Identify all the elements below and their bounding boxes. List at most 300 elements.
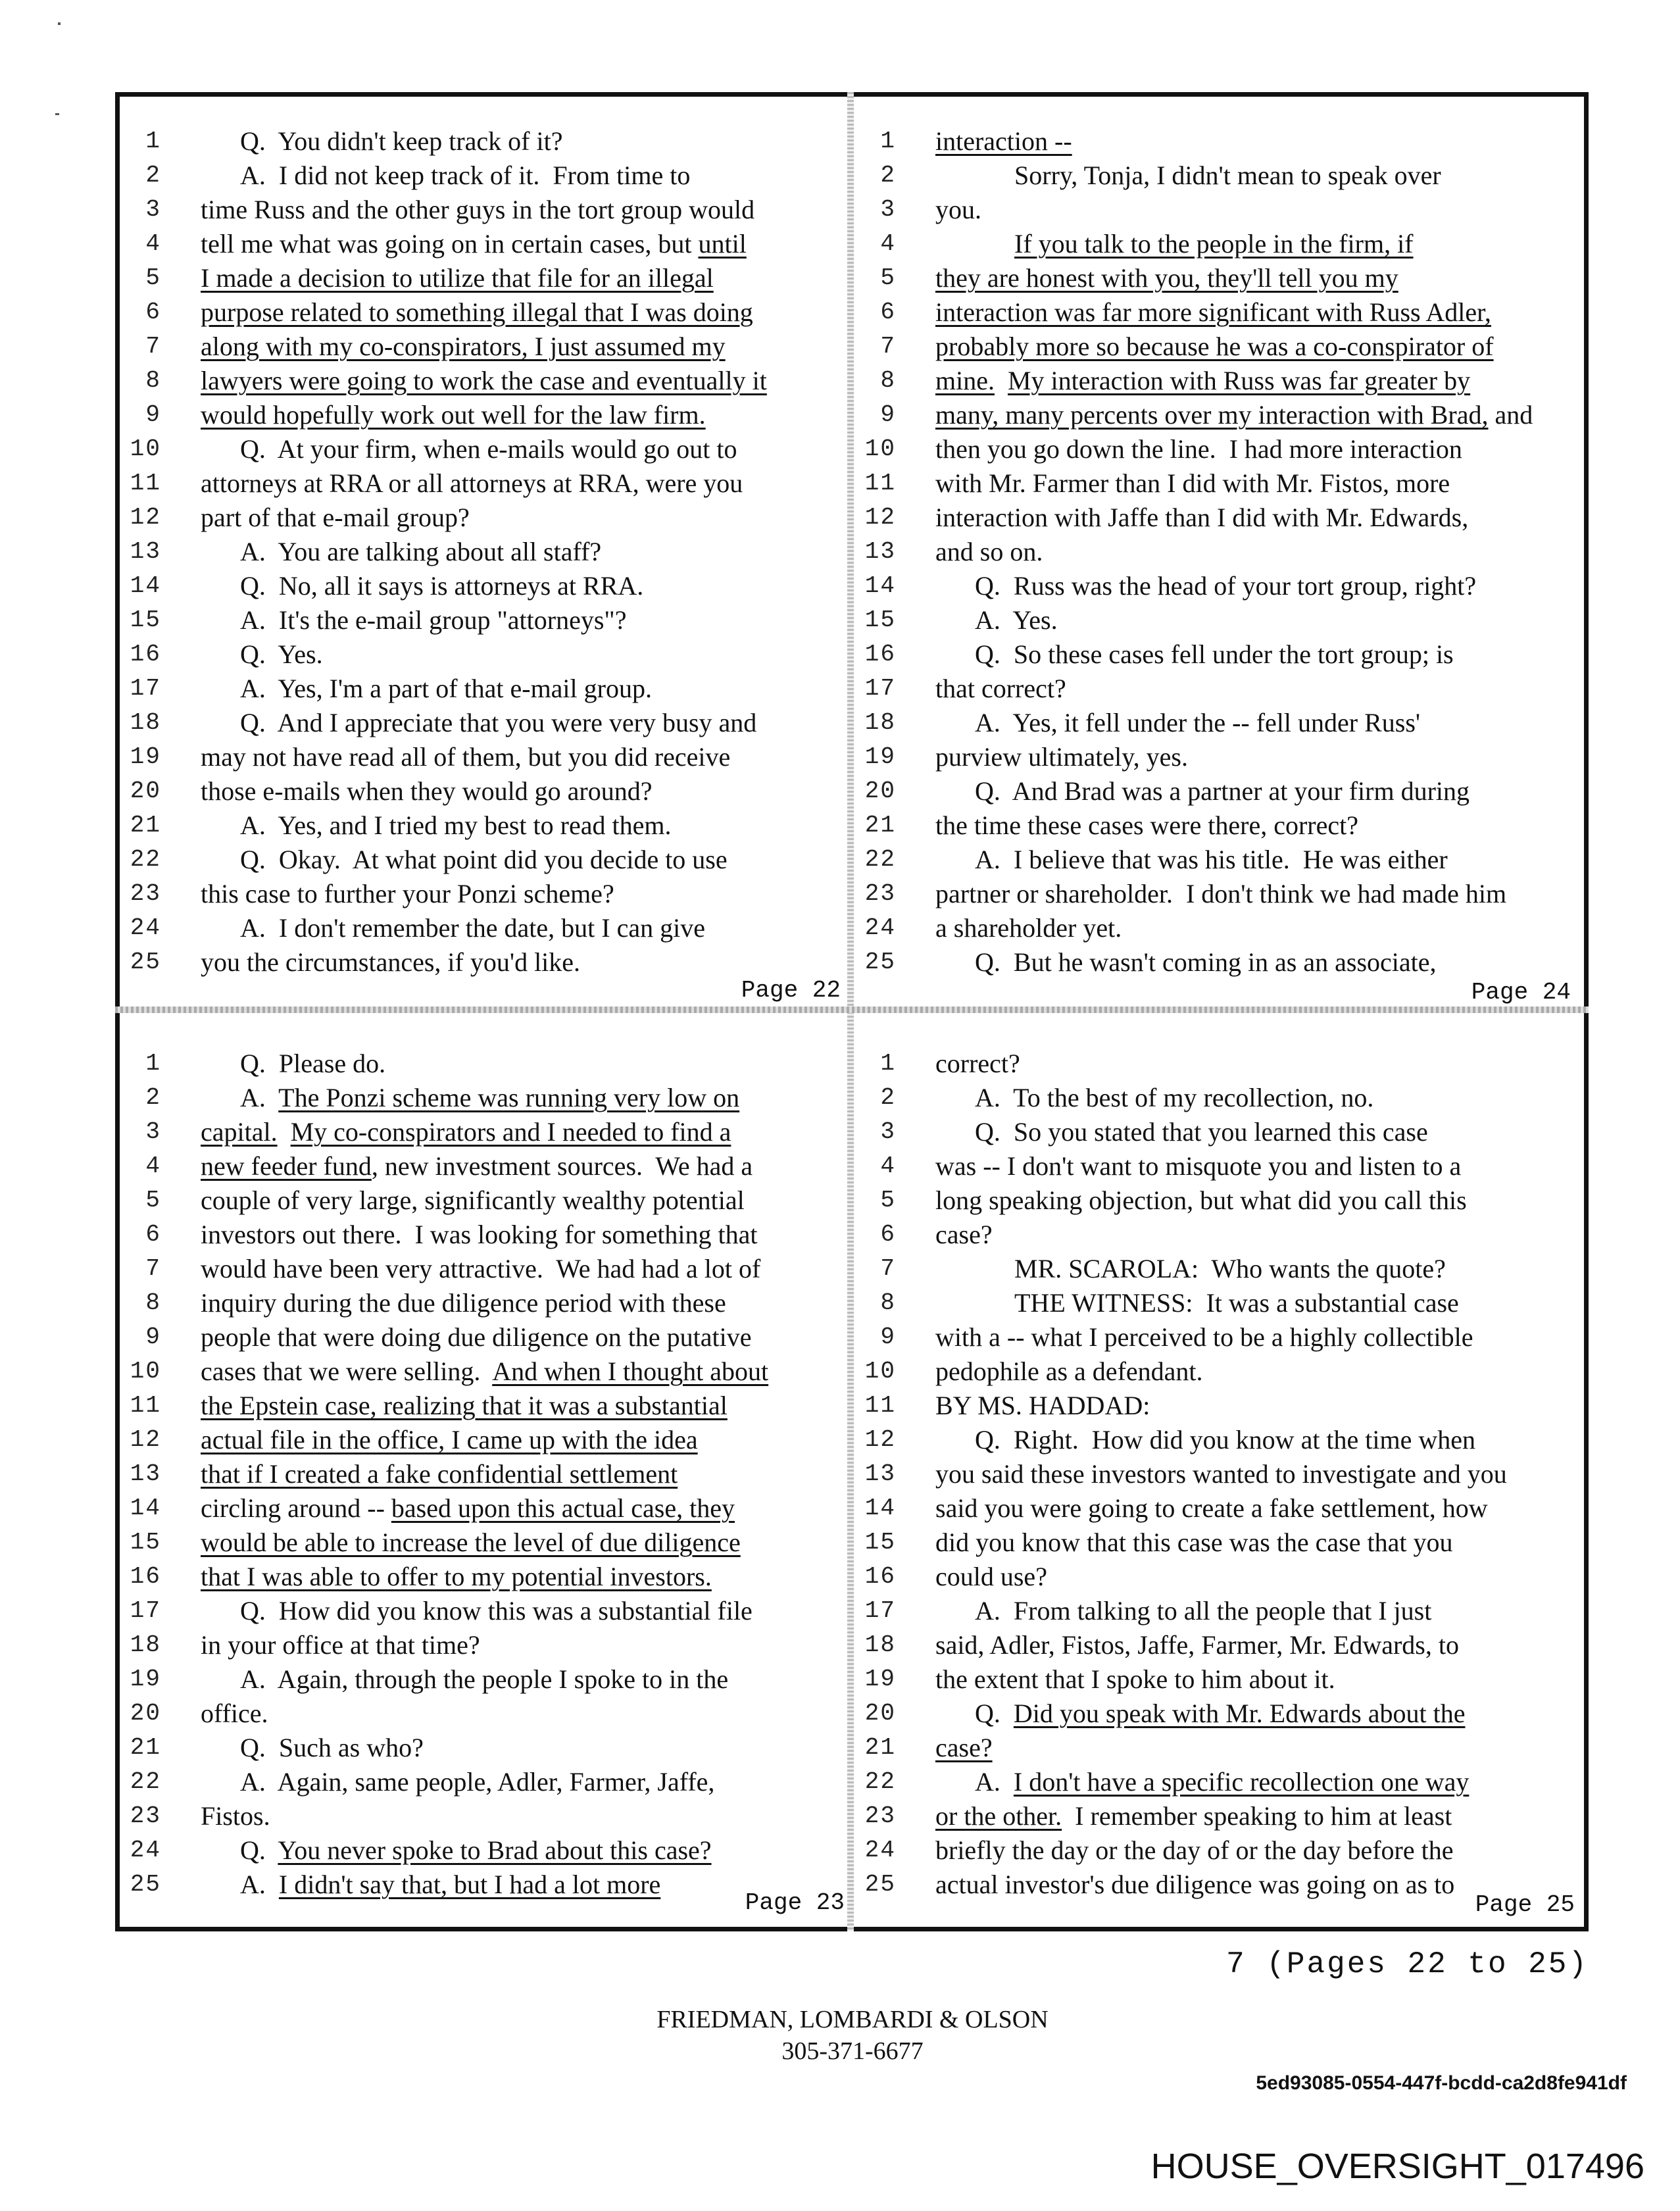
line-text (935, 1560, 1047, 1594)
line-number: 9 (145, 401, 161, 428)
line-number: 14 (864, 572, 896, 599)
line-number: 7 (880, 1255, 896, 1282)
text-segment: A. I believe that was his title. He was either (975, 845, 1448, 874)
text-segment: said, Adler, Fistos, Jaffe, Farmer, Mr. Edwards, to (935, 1630, 1459, 1660)
underlined-text: or the other. (935, 1801, 1062, 1831)
text-segment: Q. So you stated that you learned this case (975, 1117, 1428, 1147)
line-text (935, 535, 1043, 569)
text-segment: A. Yes, I'm a part of that e-mail group. (240, 674, 652, 703)
line-text (201, 877, 614, 911)
line-number: 7 (145, 1255, 161, 1282)
line-number: 20 (130, 1700, 161, 1727)
line-number: 15 (864, 1529, 896, 1556)
line-number: 17 (864, 1597, 896, 1624)
line-number: 22 (130, 846, 161, 873)
text-segment: interaction with Jaffe than I did with Mr. Edwards, (935, 503, 1469, 532)
text-segment: that correct? (935, 674, 1066, 703)
line-text (240, 432, 737, 466)
underlined-text: Did you speak with Mr. Edwards about the (1013, 1699, 1466, 1728)
underlined-text: My interaction with Russ was far greater by (1007, 366, 1471, 395)
line-text (935, 1389, 1150, 1423)
underlined-text: until (698, 229, 747, 259)
line-number: 19 (864, 1666, 896, 1693)
line-number: 20 (864, 778, 896, 805)
underlined-text: If you talk to the people in the firm, if (1014, 229, 1414, 259)
line-text (240, 1731, 424, 1765)
line-number: 16 (864, 1563, 896, 1590)
text-segment: cases that we were selling. (201, 1356, 493, 1386)
text-segment: couple of very large, significantly wealthy potential (201, 1185, 745, 1215)
text-segment: investors out there. I was looking for something that (201, 1220, 758, 1249)
line-number: 23 (130, 880, 161, 907)
line-text (201, 466, 743, 501)
line-text (240, 1047, 385, 1081)
text-segment: A. Yes, it fell under the -- fell under Russ' (975, 708, 1421, 737)
text-segment: briefly the day or the day of or the day before the (935, 1835, 1454, 1865)
line-text (240, 1081, 739, 1115)
line-number: 19 (130, 743, 161, 770)
line-number: 16 (864, 641, 896, 668)
line-text (975, 774, 1470, 808)
underlined-text: I didn't say that, but I had a lot more (278, 1870, 661, 1899)
line-text (201, 1628, 480, 1662)
text-segment: case? (935, 1220, 993, 1249)
line-text (201, 330, 726, 364)
line-text (201, 1423, 698, 1457)
text-segment: circling around -- (201, 1493, 391, 1523)
line-number: 23 (130, 1802, 161, 1829)
text-segment: did you know that this case was the case that you (935, 1528, 1453, 1557)
line-text (1014, 159, 1441, 193)
line-text (201, 1697, 268, 1731)
line-text (240, 124, 562, 159)
line-text (935, 364, 1470, 398)
text-segment: A. (240, 1870, 279, 1899)
line-number: 18 (864, 709, 896, 736)
line-number: 3 (145, 196, 161, 223)
underlined-text: capital. (201, 1117, 278, 1147)
text-segment: said you were going to create a fake settlement, how (935, 1493, 1488, 1523)
line-number: 6 (880, 299, 896, 326)
line-text (975, 1697, 1465, 1731)
page-label: Page 23 (745, 1889, 845, 1916)
text-segment: Q. Okay. At what point did you decide to use (240, 845, 728, 874)
line-text (201, 774, 653, 808)
line-number: 1 (880, 128, 896, 155)
line-number: 12 (864, 504, 896, 531)
line-text (240, 843, 728, 877)
line-number: 19 (864, 743, 896, 770)
line-number: 23 (864, 880, 896, 907)
line-number: 21 (864, 1734, 896, 1761)
underlined-text: You never spoke to Brad about this case? (278, 1835, 712, 1865)
line-number: 15 (130, 1529, 161, 1556)
line-text (975, 1115, 1428, 1149)
page-label: Page 22 (741, 977, 841, 1004)
text-segment: then you go down the line. I had more interaction (935, 434, 1462, 464)
line-number: 15 (130, 607, 161, 633)
text-segment: A. (975, 1767, 1014, 1797)
line-number: 17 (130, 675, 161, 702)
text-segment: long speaking objection, but what did you call this (935, 1185, 1467, 1215)
line-text (935, 501, 1468, 535)
line-number: 24 (864, 914, 896, 941)
line-number: 10 (130, 1358, 161, 1385)
text-segment: , new investment sources. We had a (371, 1151, 753, 1181)
underlined-text: mine. (935, 366, 995, 395)
underlined-text: would hopefully work out well for the law firm. (201, 400, 706, 430)
line-number: 12 (130, 504, 161, 531)
line-number: 11 (864, 470, 896, 497)
underlined-text: they are honest with you, they'll tell you my (935, 263, 1398, 293)
text-segment: this case to further your Ponzi scheme? (201, 879, 614, 908)
line-text (201, 364, 767, 398)
line-number: 7 (145, 333, 161, 360)
line-number: 14 (130, 1495, 161, 1522)
text-segment: Q. Yes. (240, 639, 323, 669)
line-number: 17 (130, 1597, 161, 1624)
line-text (201, 261, 714, 295)
line-number: 17 (864, 675, 896, 702)
line-text (935, 1354, 1203, 1389)
line-number: 18 (130, 1631, 161, 1658)
text-segment: you said these investors wanted to investigate and you (935, 1459, 1507, 1489)
line-number: 13 (864, 1460, 896, 1487)
text-segment: THE WITNESS: It was a substantial case (1014, 1288, 1459, 1318)
line-number: 4 (145, 230, 161, 257)
line-text (240, 603, 626, 637)
line-text (975, 569, 1476, 603)
line-text (240, 637, 323, 672)
line-text (935, 1491, 1488, 1526)
text-segment: the extent that I spoke to him about it. (935, 1664, 1335, 1694)
document-hash: 5ed93085-0554-447f-bcdd-ca2d8fe941df (1256, 2072, 1627, 2094)
row-divider (115, 1006, 1589, 1013)
text-segment: I remember speaking to him at least (1062, 1801, 1452, 1831)
line-text (935, 1833, 1453, 1868)
underlined-text: new feeder fund (201, 1151, 372, 1181)
line-number: 21 (130, 812, 161, 839)
text-segment: A. From talking to all the people that I just (975, 1596, 1432, 1626)
underlined-text: probably more so because he was a co-conspirator of (935, 332, 1494, 361)
line-text (240, 672, 652, 706)
line-number: 6 (145, 299, 161, 326)
line-text (935, 1218, 993, 1252)
line-number: 3 (145, 1118, 161, 1145)
text-segment (278, 1117, 291, 1147)
text-segment: Q. And I appreciate that you were very busy and (240, 708, 757, 737)
text-segment: A. It's the e-mail group "attorneys"? (240, 605, 627, 635)
line-text (201, 227, 747, 261)
line-text (935, 1183, 1467, 1218)
underlined-text: And when I thought about (492, 1356, 769, 1386)
line-text (240, 1868, 660, 1902)
line-text (201, 1183, 745, 1218)
line-number: 2 (145, 162, 161, 189)
line-number: 14 (864, 1495, 896, 1522)
line-number: 23 (864, 1802, 896, 1829)
line-number: 9 (880, 1324, 896, 1351)
text-segment: Q. Please do. (240, 1049, 386, 1078)
text-segment: the time these cases were there, correct? (935, 810, 1358, 840)
line-text (935, 740, 1188, 774)
text-segment: Fistos. (201, 1801, 270, 1831)
line-number: 22 (864, 1768, 896, 1795)
line-number: 6 (880, 1221, 896, 1248)
line-text (935, 466, 1450, 501)
line-number: 1 (145, 1050, 161, 1077)
underlined-text: along with my co-conspirators, I just assumed my (201, 332, 726, 361)
text-segment: Q. But he wasn't coming in as an associate, (975, 947, 1437, 977)
line-text (240, 569, 643, 603)
line-text (240, 911, 705, 945)
line-number: 10 (864, 1358, 896, 1385)
text-segment: was -- I don't want to misquote you and listen to a (935, 1151, 1462, 1181)
underlined-text: purpose related to something illegal that I was doing (201, 297, 753, 327)
text-segment: purview ultimately, yes. (935, 742, 1188, 772)
text-segment: with a -- what I perceived to be a highly collectible (935, 1322, 1473, 1352)
text-segment: A. I did not keep track of it. From time to (240, 161, 691, 190)
line-number: 10 (130, 435, 161, 462)
line-number: 18 (864, 1631, 896, 1658)
line-text (935, 1526, 1452, 1560)
line-number: 8 (880, 367, 896, 394)
line-number: 11 (130, 1392, 161, 1419)
line-number: 12 (130, 1426, 161, 1453)
page-range: 7 (Pages 22 to 25) (1226, 1947, 1589, 1981)
line-number: 10 (864, 435, 896, 462)
underlined-text: would be able to increase the level of due diligence (201, 1528, 741, 1557)
line-text (975, 1081, 1373, 1115)
line-text (201, 1799, 270, 1833)
line-number: 25 (864, 949, 896, 976)
line-number: 5 (145, 1187, 161, 1214)
text-segment: you. (935, 195, 981, 224)
underlined-text: many, many percents over my interaction with Brad, (935, 400, 1489, 430)
line-text (975, 1423, 1475, 1457)
text-segment: A. You are talking about all staff? (240, 537, 602, 566)
text-segment: tell me what was going on in certain cases, but (201, 229, 699, 259)
line-number: 13 (130, 538, 161, 565)
text-segment: office. (201, 1699, 268, 1728)
line-text (201, 193, 754, 227)
underlined-text: based upon this actual case, they (391, 1493, 735, 1523)
text-segment: Q. Russ was the head of your tort group, right? (975, 571, 1477, 601)
line-text (1014, 1252, 1446, 1286)
page-label: Page 25 (1475, 1891, 1575, 1918)
line-text (201, 740, 730, 774)
underlined-text: that if I created a fake confidential settlement (201, 1459, 678, 1489)
text-segment: correct? (935, 1049, 1020, 1078)
text-segment: Q. (240, 1835, 278, 1865)
line-text (201, 1491, 735, 1526)
line-number: 15 (864, 607, 896, 633)
line-number: 19 (130, 1666, 161, 1693)
line-text (935, 1457, 1507, 1491)
court-reporter-phone: 305-371-6677 (781, 2037, 924, 2065)
line-text (975, 706, 1420, 740)
line-text (201, 1320, 752, 1354)
text-segment: could use? (935, 1562, 1047, 1591)
line-number: 1 (145, 128, 161, 155)
line-text (935, 261, 1398, 295)
text-segment: Q. No, all it says is attorneys at RRA. (240, 571, 644, 601)
line-text (975, 637, 1454, 672)
line-number: 9 (145, 1324, 161, 1351)
line-number: 3 (880, 196, 896, 223)
underlined-text: I don't have a specific recollection one way (1013, 1767, 1470, 1797)
text-segment (995, 366, 1008, 395)
scan-speck (55, 113, 59, 115)
text-segment: Q. (975, 1699, 1014, 1728)
text-segment: time Russ and the other guys in the tort group would (201, 195, 755, 224)
line-text (201, 1252, 760, 1286)
text-segment: a shareholder yet. (935, 913, 1122, 943)
line-number: 3 (880, 1118, 896, 1145)
text-segment: attorneys at RRA or all attorneys at RRA, were you (201, 468, 743, 498)
text-segment: inquiry during the due diligence period with these (201, 1288, 726, 1318)
line-text (935, 1731, 993, 1765)
line-number: 12 (864, 1426, 896, 1453)
line-number: 7 (880, 333, 896, 360)
line-number: 13 (864, 538, 896, 565)
line-text (935, 877, 1506, 911)
line-number: 21 (130, 1734, 161, 1761)
line-number: 16 (130, 641, 161, 668)
line-number: 8 (145, 1289, 161, 1316)
line-number: 25 (130, 949, 161, 976)
line-text (975, 1594, 1431, 1628)
line-number: 24 (130, 914, 161, 941)
line-number: 22 (130, 1768, 161, 1795)
line-text (240, 159, 690, 193)
line-text (935, 1320, 1473, 1354)
line-text (240, 1765, 714, 1799)
line-text (935, 1799, 1452, 1833)
text-segment: BY MS. HADDAD: (935, 1391, 1150, 1420)
line-text (201, 1457, 678, 1491)
text-segment: pedophile as a defendant. (935, 1356, 1203, 1386)
text-segment: A. Again, through the people I spoke to in the (240, 1664, 729, 1694)
line-text (935, 1662, 1335, 1697)
line-text (201, 945, 580, 980)
text-segment: with Mr. Farmer than I did with Mr. Fistos, more (935, 468, 1450, 498)
line-number: 25 (130, 1871, 161, 1898)
line-text (201, 1286, 726, 1320)
line-text (935, 398, 1533, 432)
underlined-text: The Ponzi scheme was running very low on (278, 1083, 740, 1112)
line-text (1014, 227, 1414, 261)
text-segment: partner or shareholder. I don't think we had made him (935, 879, 1507, 908)
line-number: 14 (130, 572, 161, 599)
line-number: 2 (880, 162, 896, 189)
underlined-text: I made a decision to utilize that file for an illegal (201, 263, 714, 293)
line-text (935, 911, 1122, 945)
underlined-text: interaction was far more significant with Russ Adler, (935, 297, 1491, 327)
text-segment: people that were doing due diligence on the putative (201, 1322, 752, 1352)
line-number: 4 (880, 1153, 896, 1180)
underlined-text: lawyers were going to work the case and eventually it (201, 366, 767, 395)
text-segment: may not have read all of them, but you did receive (201, 742, 731, 772)
underlined-text: that I was able to offer to my potential investors. (201, 1562, 712, 1591)
underlined-text: actual file in the office, I came up with the idea (201, 1425, 698, 1454)
text-segment: A. Yes, and I tried my best to read them. (240, 810, 672, 840)
line-number: 1 (880, 1050, 896, 1077)
line-text (201, 1218, 758, 1252)
line-text (975, 945, 1437, 980)
line-text (201, 295, 753, 330)
line-text (935, 295, 1491, 330)
text-segment: MR. SCAROLA: Who wants the quote? (1014, 1254, 1446, 1283)
line-number: 20 (864, 1700, 896, 1727)
text-segment: Q. Right. How did you know at the time when (975, 1425, 1476, 1454)
line-text (935, 1628, 1459, 1662)
line-number: 20 (130, 778, 161, 805)
underlined-text: My co-conspirators and I needed to find a (290, 1117, 731, 1147)
line-number: 8 (145, 367, 161, 394)
line-number: 18 (130, 709, 161, 736)
line-text (935, 330, 1494, 364)
text-segment: A. (240, 1083, 279, 1112)
line-text (201, 1389, 728, 1423)
line-text (240, 706, 756, 740)
line-text (935, 432, 1462, 466)
line-text (1014, 1286, 1459, 1320)
line-number: 9 (880, 401, 896, 428)
text-segment: A. Yes. (975, 605, 1058, 635)
text-segment: those e-mails when they would go around? (201, 776, 653, 806)
line-number: 13 (130, 1460, 161, 1487)
text-segment: A. I don't remember the date, but I can give (240, 913, 705, 943)
line-number: 6 (145, 1221, 161, 1248)
line-text (201, 501, 470, 535)
line-number: 24 (130, 1837, 161, 1864)
line-text (935, 193, 981, 227)
court-reporter-firm: FRIEDMAN, LOMBARDI & OLSON (656, 2006, 1049, 2033)
text-segment: A. Again, same people, Adler, Farmer, Jaffe, (240, 1767, 715, 1797)
underlined-text: interaction -- (935, 126, 1072, 156)
line-text (240, 1594, 753, 1628)
text-segment: actual investor's due diligence was going on as to (935, 1870, 1455, 1899)
line-text (975, 603, 1058, 637)
line-text (201, 1354, 768, 1389)
text-segment: Q. Such as who? (240, 1733, 424, 1762)
line-number: 16 (130, 1563, 161, 1590)
line-text (975, 843, 1448, 877)
line-text (240, 1833, 712, 1868)
line-number: 11 (130, 470, 161, 497)
text-segment: Q. You didn't keep track of it? (240, 126, 563, 156)
line-text (201, 1560, 712, 1594)
line-text (240, 808, 671, 843)
line-number: 24 (864, 1837, 896, 1864)
text-segment: and so on. (935, 537, 1043, 566)
line-number: 22 (864, 846, 896, 873)
line-number: 2 (880, 1084, 896, 1111)
bates-number: HOUSE_OVERSIGHT_017496 (1150, 2147, 1644, 2186)
line-text (935, 1868, 1454, 1902)
line-number: 8 (880, 1289, 896, 1316)
line-number: 4 (880, 230, 896, 257)
line-number: 5 (880, 264, 896, 291)
line-number: 25 (864, 1871, 896, 1898)
line-number: 21 (864, 812, 896, 839)
line-text (935, 808, 1358, 843)
text-segment: Q. And Brad was a partner at your firm during (975, 776, 1470, 806)
text-segment: you the circumstances, if you'd like. (201, 947, 581, 977)
text-segment: in your office at that time? (201, 1630, 480, 1660)
line-text (201, 1149, 753, 1183)
